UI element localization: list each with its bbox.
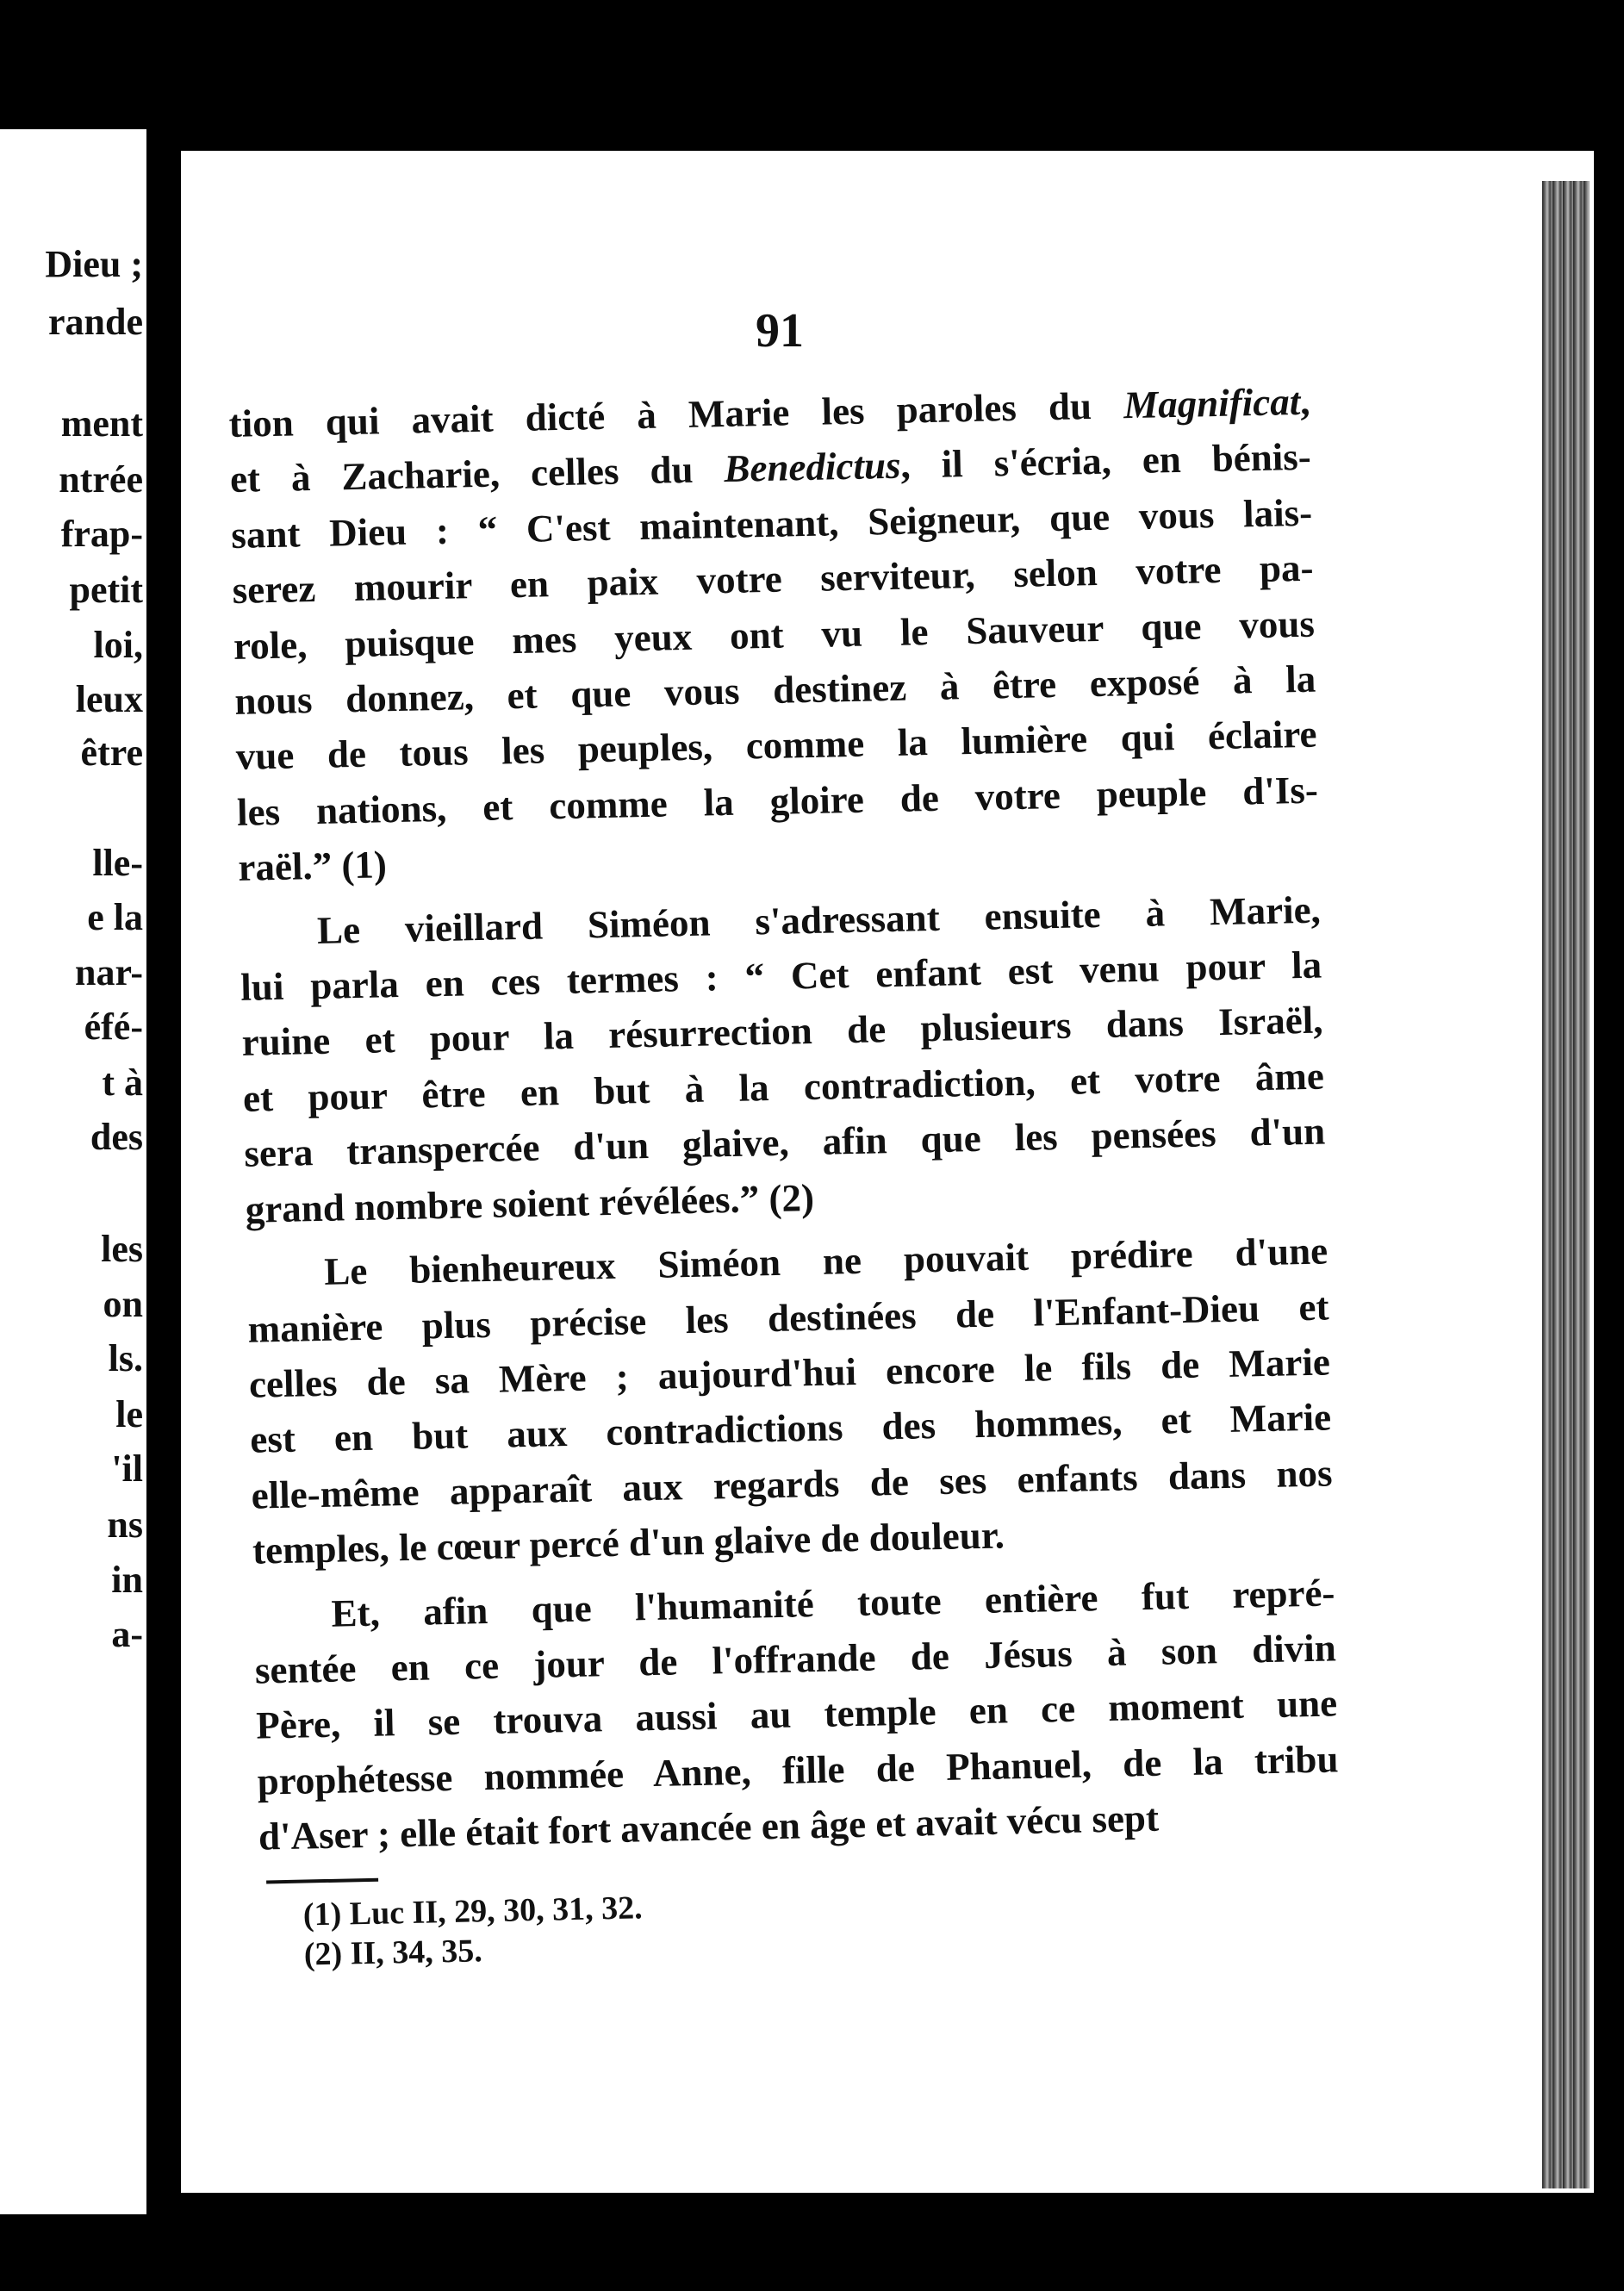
left-page-text-fragment: t à	[102, 1061, 143, 1104]
footnote: (2) II, 34, 35.	[303, 1932, 483, 1973]
text-line: sentée en ce jour de l'offrande de Jésus à son divin	[254, 1626, 1337, 1692]
page-number: 91	[756, 304, 804, 358]
text-line: sant Dieu : “ C'est maintenant, Seigneur, que vous lais-	[230, 490, 1313, 557]
text-line: tion qui avait dicté à Marie les paroles du Magnificat,	[228, 379, 1310, 445]
text-line: lui parla en ces termes : “ Cet enfant est venu pour la	[240, 943, 1322, 1009]
footnote: (1) Luc II, 29, 30, 31, 32.	[302, 1889, 644, 1933]
text-line: d'Aser ; elle était fort avancée en âge et avait vécu sept	[258, 1796, 1160, 1858]
left-page-text-fragment: ment	[60, 402, 143, 445]
page-edge-stack	[1542, 181, 1590, 2188]
left-page-text-fragment: Dieu ;	[45, 243, 143, 285]
left-page-text-fragment: leux	[75, 678, 143, 720]
text-line: grand nombre soient révélées.” (2)	[245, 1175, 815, 1231]
left-page-text-fragment: loi,	[93, 624, 143, 666]
text-line: elle-même apparaît aux regards de ses enfants dans nos	[251, 1451, 1333, 1517]
left-page-text-fragment: on	[103, 1283, 143, 1325]
text-line: Le vieillard Siméon s'adressant ensuite à Marie,	[316, 887, 1322, 952]
left-page-text-fragment: petit	[69, 569, 143, 611]
text-line: Le bienheureux Siméon ne pouvait prédire d'une	[323, 1229, 1328, 1293]
left-page-text-fragment: nar-	[74, 951, 143, 993]
left-page-text-fragment: les	[101, 1228, 143, 1270]
text-line: role, puisque mes yeux ont vu le Sauveur que vous	[233, 601, 1316, 668]
text-line: vue de tous les peuples, comme la lumière qui éclaire	[235, 713, 1318, 779]
left-page-text-fragment: des	[90, 1116, 143, 1158]
left-page-text-fragment: le	[115, 1393, 143, 1435]
left-page-text-fragment: rande	[48, 301, 143, 343]
left-page-text-fragment: e la	[87, 896, 143, 938]
left-page-text-fragment: 'il	[111, 1447, 143, 1490]
text-line: Et, afin que l'humanité toute entière fut repré-	[331, 1570, 1335, 1635]
text-line: est en but aux contradictions des hommes, et Marie	[249, 1395, 1332, 1462]
text-line: les nations, et comme la gloire de votre peuple d'Is-	[236, 768, 1319, 834]
text-line: et pour être en but à la contradiction, et votre âme	[242, 1054, 1325, 1120]
footnote-rule	[266, 1877, 378, 1883]
text-line: manière plus précise les destinées de l'Enfant-Dieu et	[247, 1284, 1329, 1351]
text-line: serez mourir en paix votre serviteur, selon votre pa-	[232, 545, 1314, 613]
text-line: Père, il se trouva aussi au temple en ce moment une	[255, 1681, 1338, 1747]
left-page-fragment	[0, 129, 146, 2214]
text-line: prophétesse nommée Anne, fille de Phanuel, de la tribu	[257, 1737, 1339, 1803]
italic-title: Benedictus	[723, 444, 901, 491]
left-page-text-fragment: ls.	[108, 1337, 143, 1379]
italic-title: Magnificat	[1123, 379, 1301, 427]
text-line: ruine et pour la résurrection de plusieurs dans Israël,	[241, 999, 1323, 1065]
text-line: temples, le cœur percé d'un glaive de douleur.	[252, 1513, 1005, 1572]
left-page-text-fragment: a-	[111, 1613, 143, 1655]
left-page-text-fragment: être	[80, 732, 143, 774]
left-page-text-fragment: éfé-	[84, 1005, 143, 1048]
text-line: et à Zacharie, celles du Benedictus, il s'écria, en bénis-	[229, 435, 1312, 501]
left-page-text-fragment: frap-	[60, 513, 143, 555]
text-line: raël.” (1)	[237, 843, 388, 890]
left-page-text-fragment: in	[111, 1559, 143, 1601]
text-line: sera transpercée d'un glaive, afin que les pensées d'un	[243, 1109, 1326, 1176]
text-line: nous donnez, et que vous destinez à être exposé à la	[233, 657, 1316, 723]
text-line: celles de sa Mère ; aujourd'hui encore le fils de Marie	[248, 1340, 1331, 1406]
left-page-text-fragment: lle-	[92, 842, 143, 884]
body-text	[228, 374, 1342, 1975]
left-page-text-fragment: ntrée	[59, 458, 143, 501]
left-page-text-fragment: ns	[107, 1503, 143, 1546]
